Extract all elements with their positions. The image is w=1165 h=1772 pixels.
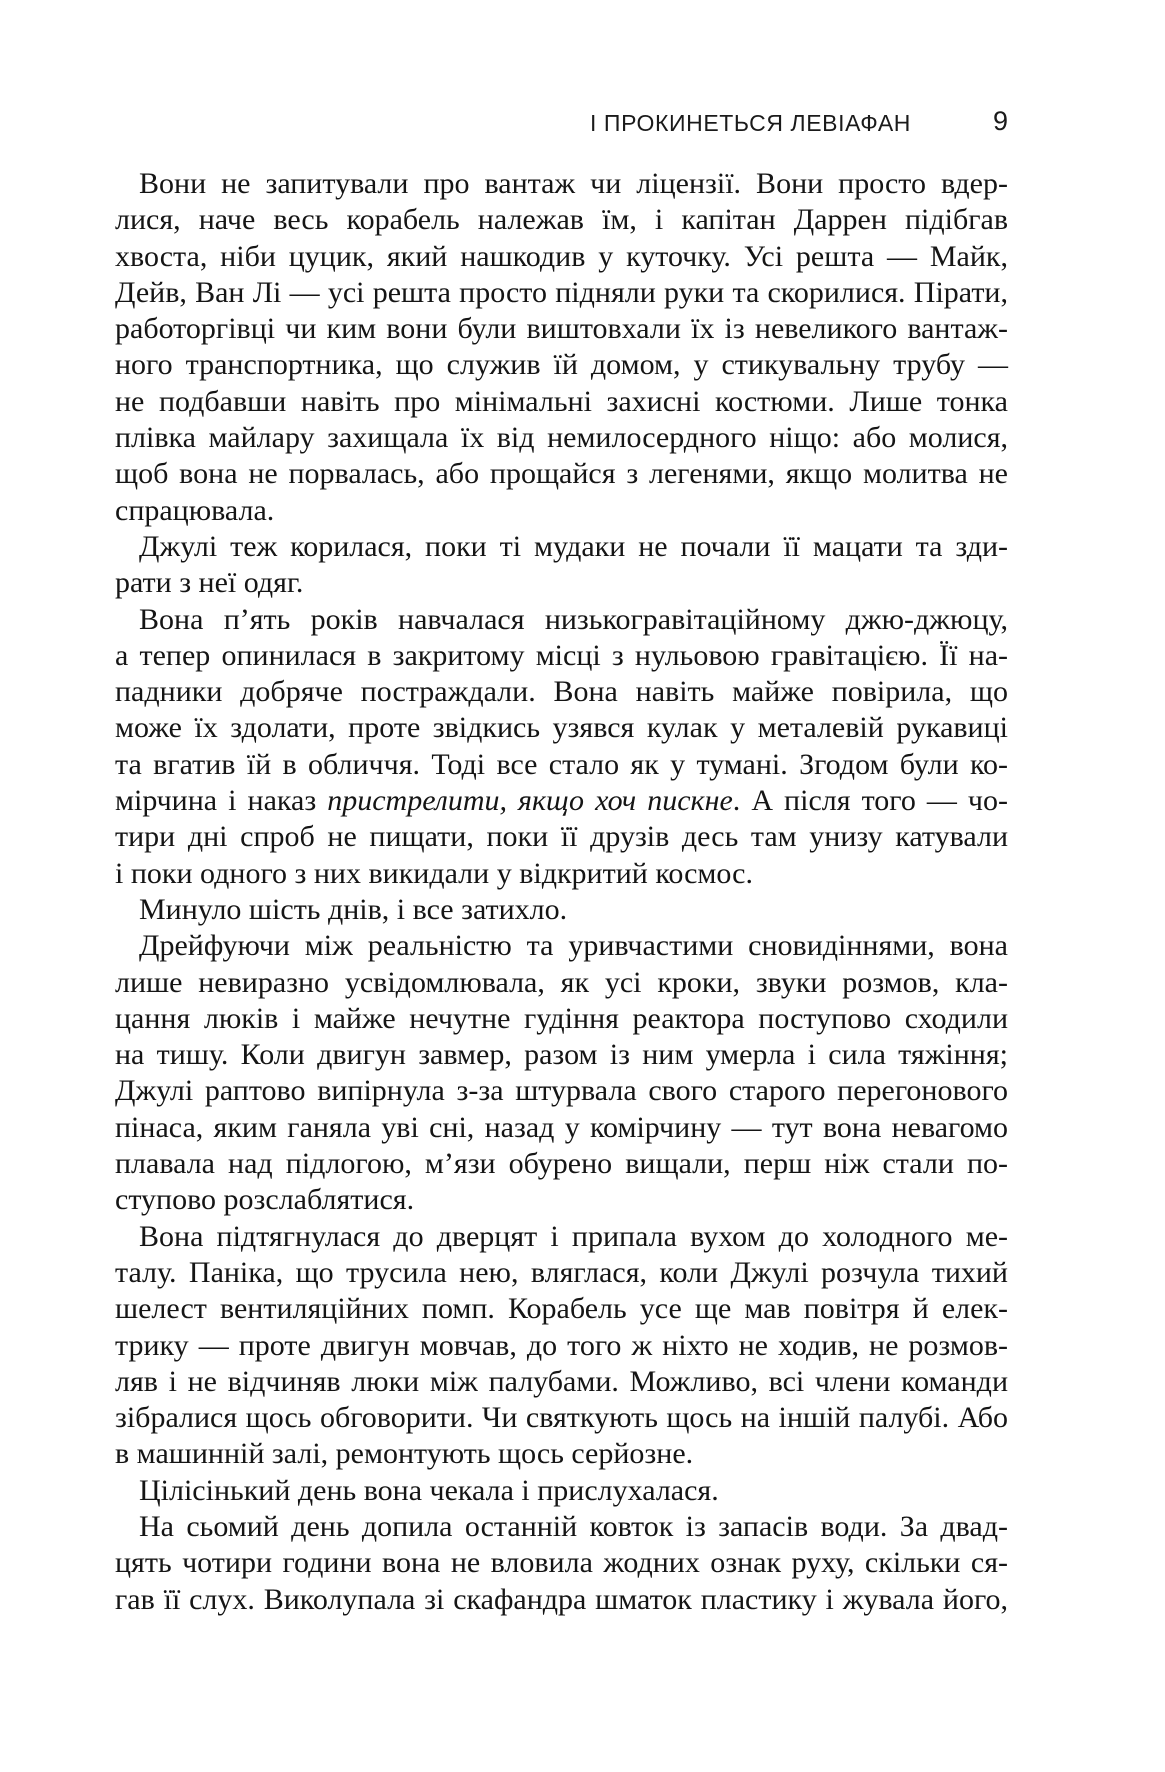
text-line: [115, 638, 1008, 674]
text-segment: Вони не запитували про вантаж чи ліцензії. Вони просто вдер-: [139, 167, 1008, 200]
text-segment: Цілісінький день вона чекала і прислухалася.: [139, 1473, 719, 1507]
text-segment: цання люків і майже нечутне гудіння реактора поступово сходили: [115, 1001, 1008, 1035]
text-segment: плівка майлару захищала їх від немилосердного ніщо: або молися,: [115, 421, 1008, 455]
text-segment: спрацювала.: [115, 493, 275, 527]
text-block: [115, 166, 1008, 1618]
paragraph: [115, 1219, 1008, 1473]
text-line: [115, 1436, 1008, 1472]
italic-phrase: пристрелити, якщо хоч пискне: [327, 784, 733, 818]
text-line: [115, 1473, 1008, 1509]
text-segment: трику — проте двигун мовчав, до того ж ніхто не ходив, не розмов-: [115, 1328, 1008, 1362]
paragraph: [115, 602, 1008, 892]
text-segment: мірчина і наказ: [115, 784, 328, 818]
running-title: І ПРОКИНЕТЬСЯ ЛЕВІАФАН: [589, 110, 911, 136]
text-segment: лише невиразно усвідомлювала, як усі кроки, звуки розмов, кла-: [115, 965, 1008, 999]
text-segment: гав її слух. Виколупала зі скафандра шматок пластику і жувала його,: [115, 1582, 1008, 1616]
text-segment: Дейв, Ван Лі — усі решта просто підняли руки та скорилися. Пірати,: [115, 275, 1008, 309]
page-header: [115, 106, 1008, 138]
text-segment: щоб вона не порвалась, або прощайся з легенями, якщо молитва не: [115, 457, 1008, 491]
text-segment: лися, наче весь корабель належав їм, і капітан Даррен підібгав: [115, 203, 1008, 237]
text-segment: на тишу. Коли двигун завмер, разом із ним умерла і сила тяжіння;: [115, 1038, 1008, 1072]
text-line: [115, 1291, 1008, 1327]
text-line: [115, 1110, 1008, 1146]
text-segment: ступово розслаблятися.: [115, 1183, 415, 1217]
text-line: [115, 928, 1008, 964]
text-segment: Вона п’ять років навчалася низькогравітаційному джю-джюцу,: [139, 602, 1008, 636]
text-line: [115, 239, 1008, 275]
text-line: [115, 1509, 1008, 1545]
text-line: [115, 347, 1008, 383]
text-segment: работоргівці чи ким вони були виштовхали їх із невеликого вантаж-: [115, 312, 1008, 346]
text-line: [115, 602, 1008, 638]
page-number: 9: [992, 106, 1008, 136]
text-segment: Джулі теж корилася, поки ті мудаки не почали її мацати та зди-: [139, 529, 1008, 563]
text-segment: та вгатив їй в обличчя. Тоді все стало як у тумані. Згодом були ко-: [115, 747, 1008, 781]
text-line: [115, 1146, 1008, 1182]
text-segment: талу. Паніка, що трусила нею, вляглася, коли Джулі розчула тихий: [115, 1255, 1008, 1289]
text-segment: Вона підтягнулася до дверцят і припала вухом до холодного ме-: [139, 1219, 1008, 1253]
paragraph: [115, 928, 1008, 1218]
text-line: [115, 384, 1008, 420]
text-line: [115, 1182, 1008, 1218]
text-segment: рати з неї одяг.: [115, 566, 304, 600]
text-segment: не подбавши навіть про мінімальні захисні костюми. Лише тонка: [115, 384, 1008, 418]
text-line: [115, 1255, 1008, 1291]
text-segment: і поки одного з них викидали у відкритий космос.: [115, 856, 753, 890]
text-line: [115, 1037, 1008, 1073]
paragraph: [115, 1509, 1008, 1618]
paragraph: [115, 166, 1008, 529]
text-line: [115, 1001, 1008, 1037]
text-line: [115, 1364, 1008, 1400]
text-segment: в машинній залі, ремонтують щось серйозне.: [115, 1437, 694, 1471]
text-line: [115, 166, 1008, 202]
text-segment: плавала над підлогою, м’язи обурено вищали, перш ніж стали по-: [115, 1147, 1008, 1181]
text-line: [115, 1328, 1008, 1364]
text-line: [115, 275, 1008, 311]
text-segment: Минуло шість днів, і все затихло.: [139, 892, 568, 926]
text-line: [115, 420, 1008, 456]
text-line: [115, 1073, 1008, 1109]
text-line: [115, 311, 1008, 347]
text-segment: може їх здолати, проте звідкись узявся кулак у металевій рукавиці: [115, 711, 1008, 745]
text-segment: ного транспортника, що служив їй домом, у стикувальну трубу —: [115, 348, 1008, 382]
text-segment: На сьомий день допила останній ковток із запасів води. За двад-: [139, 1509, 1008, 1543]
text-segment: пінаса, яким ганяла уві сні, назад у комірчину — тут вона невагомо: [115, 1110, 1008, 1144]
text-segment: цять чотири години вона не вловила жодних ознак руху, скільки ся-: [115, 1546, 1008, 1580]
text-segment: а тепер опинилася в закритому місці з нульовою гравітацією. Її на-: [115, 638, 1008, 672]
text-segment: Дрейфуючи між реальністю та уривчастими сновидіннями, вона: [139, 929, 1008, 963]
text-segment: . А після того — чо-: [732, 784, 1009, 818]
text-line: [115, 674, 1008, 710]
text-segment: зібралися щось обговорити. Чи святкують щось на іншій палубі. Або: [115, 1401, 1008, 1435]
text-line: [115, 1400, 1008, 1436]
text-segment: тири дні спроб не пищати, поки її друзів десь там унизу катували: [115, 820, 1008, 854]
text-line: [115, 747, 1008, 783]
text-line: [115, 1219, 1008, 1255]
text-line: [115, 493, 1008, 529]
paragraph: [115, 529, 1008, 602]
text-line: [115, 1582, 1008, 1618]
text-line: [115, 710, 1008, 746]
text-segment: Джулі раптово випірнула з-за штурвала свого старого перегонового: [115, 1074, 1008, 1108]
paragraph: [115, 892, 1008, 928]
text-line: [115, 529, 1008, 565]
text-line: [115, 856, 1008, 892]
text-segment: ляв і не відчиняв люки між палубами. Можливо, всі члени команди: [115, 1364, 1008, 1398]
text-segment: шелест вентиляційних помп. Корабель усе ще мав повітря й елек-: [115, 1292, 1008, 1326]
text-line: [115, 965, 1008, 1001]
text-line: [115, 819, 1008, 855]
text-line: [115, 456, 1008, 492]
text-line: [115, 202, 1008, 238]
text-line: [115, 892, 1008, 928]
text-segment: хвоста, ніби цуцик, який нашкодив у куточку. Усі решта — Майк,: [115, 239, 1008, 273]
page-content: [115, 106, 1008, 1618]
text-line: [115, 783, 1008, 819]
text-segment: падники добряче постраждали. Вона навіть майже повірила, що: [115, 675, 1008, 709]
text-line: [115, 565, 1008, 601]
text-line: [115, 1545, 1008, 1581]
paragraph: [115, 1473, 1008, 1509]
